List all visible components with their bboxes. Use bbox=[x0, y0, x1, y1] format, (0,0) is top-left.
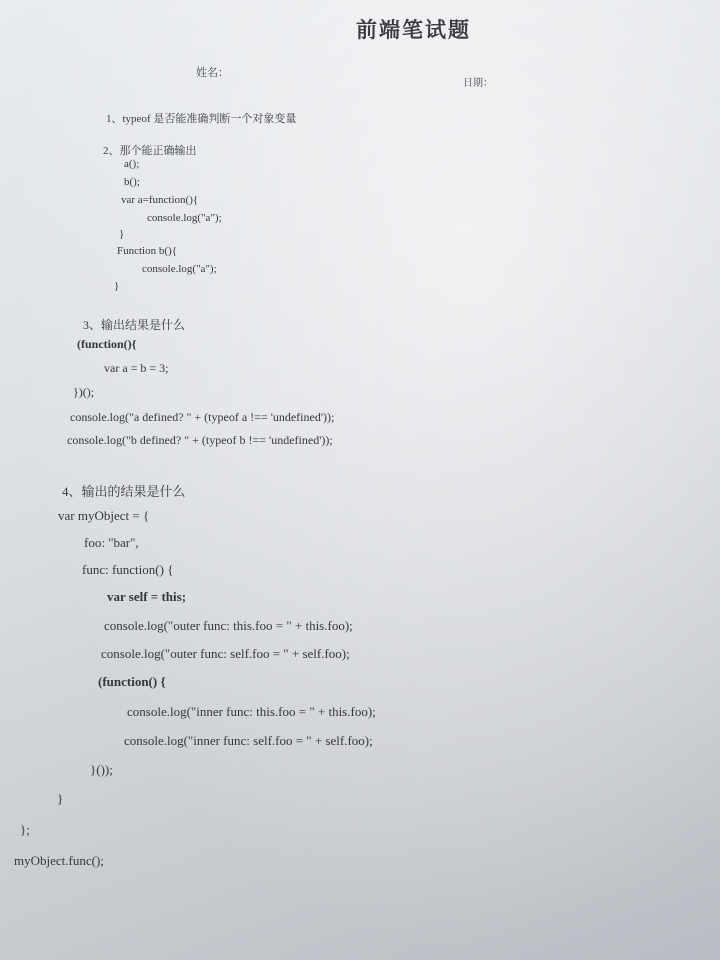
q4-code-line: var self = this; bbox=[107, 589, 187, 604]
q4-code-line: foo: "bar", bbox=[84, 535, 139, 550]
q4-code-line: var myObject = { bbox=[58, 508, 150, 523]
q4-code-line: console.log("inner func: self.foo = " + self.foo); bbox=[124, 733, 373, 748]
q4-code-line: myObject.func(); bbox=[14, 853, 104, 868]
q2-code-line: console.log("a"); bbox=[147, 212, 222, 224]
q3-code-line: (function(){ bbox=[77, 337, 137, 351]
question-3-heading: 3、输出结果是什么 bbox=[83, 318, 186, 332]
q3-code-line: console.log("a defined? " + (typeof a !== 'undefined')); bbox=[70, 410, 335, 424]
q2-code-line: var a=function(){ bbox=[121, 194, 199, 206]
question-2-heading: 2、那个能正确输出 bbox=[103, 145, 197, 157]
q4-code-line: }; bbox=[20, 822, 30, 837]
date-field-label: 日期： bbox=[463, 78, 493, 89]
question-1-heading: 1、typeof 是否能准确判断一个对象变量 bbox=[106, 113, 297, 125]
name-field-label: 姓名： bbox=[196, 67, 229, 79]
q2-code-line: b(); bbox=[124, 176, 140, 188]
q3-code-line: var a = b = 3; bbox=[104, 361, 169, 375]
question-4-heading: 4、输出的结果是什么 bbox=[62, 484, 186, 499]
exam-title: 前端笔试题 bbox=[356, 18, 471, 42]
q4-code-line: func: function() { bbox=[82, 562, 174, 577]
q4-code-line: console.log("inner func: this.foo = " + this.foo); bbox=[127, 704, 376, 719]
q2-code-line: console.log("a"); bbox=[142, 263, 217, 275]
q3-code-line: })(); bbox=[73, 385, 95, 399]
q4-code-line: }()); bbox=[90, 762, 113, 777]
q4-code-line: (function() { bbox=[98, 674, 166, 689]
q2-code-line: } bbox=[114, 280, 120, 292]
q4-code-line: console.log("outer func: this.foo = " + this.foo); bbox=[104, 618, 353, 633]
q4-code-line: console.log("outer func: self.foo = " + self.foo); bbox=[101, 646, 350, 661]
q2-code-line: Function b(){ bbox=[117, 245, 177, 257]
q3-code-line: console.log("b defined? " + (typeof b !== 'undefined')); bbox=[67, 433, 333, 447]
q4-code-line: } bbox=[57, 791, 64, 806]
q2-code-line: } bbox=[119, 228, 125, 240]
q2-code-line: a(); bbox=[124, 158, 140, 170]
